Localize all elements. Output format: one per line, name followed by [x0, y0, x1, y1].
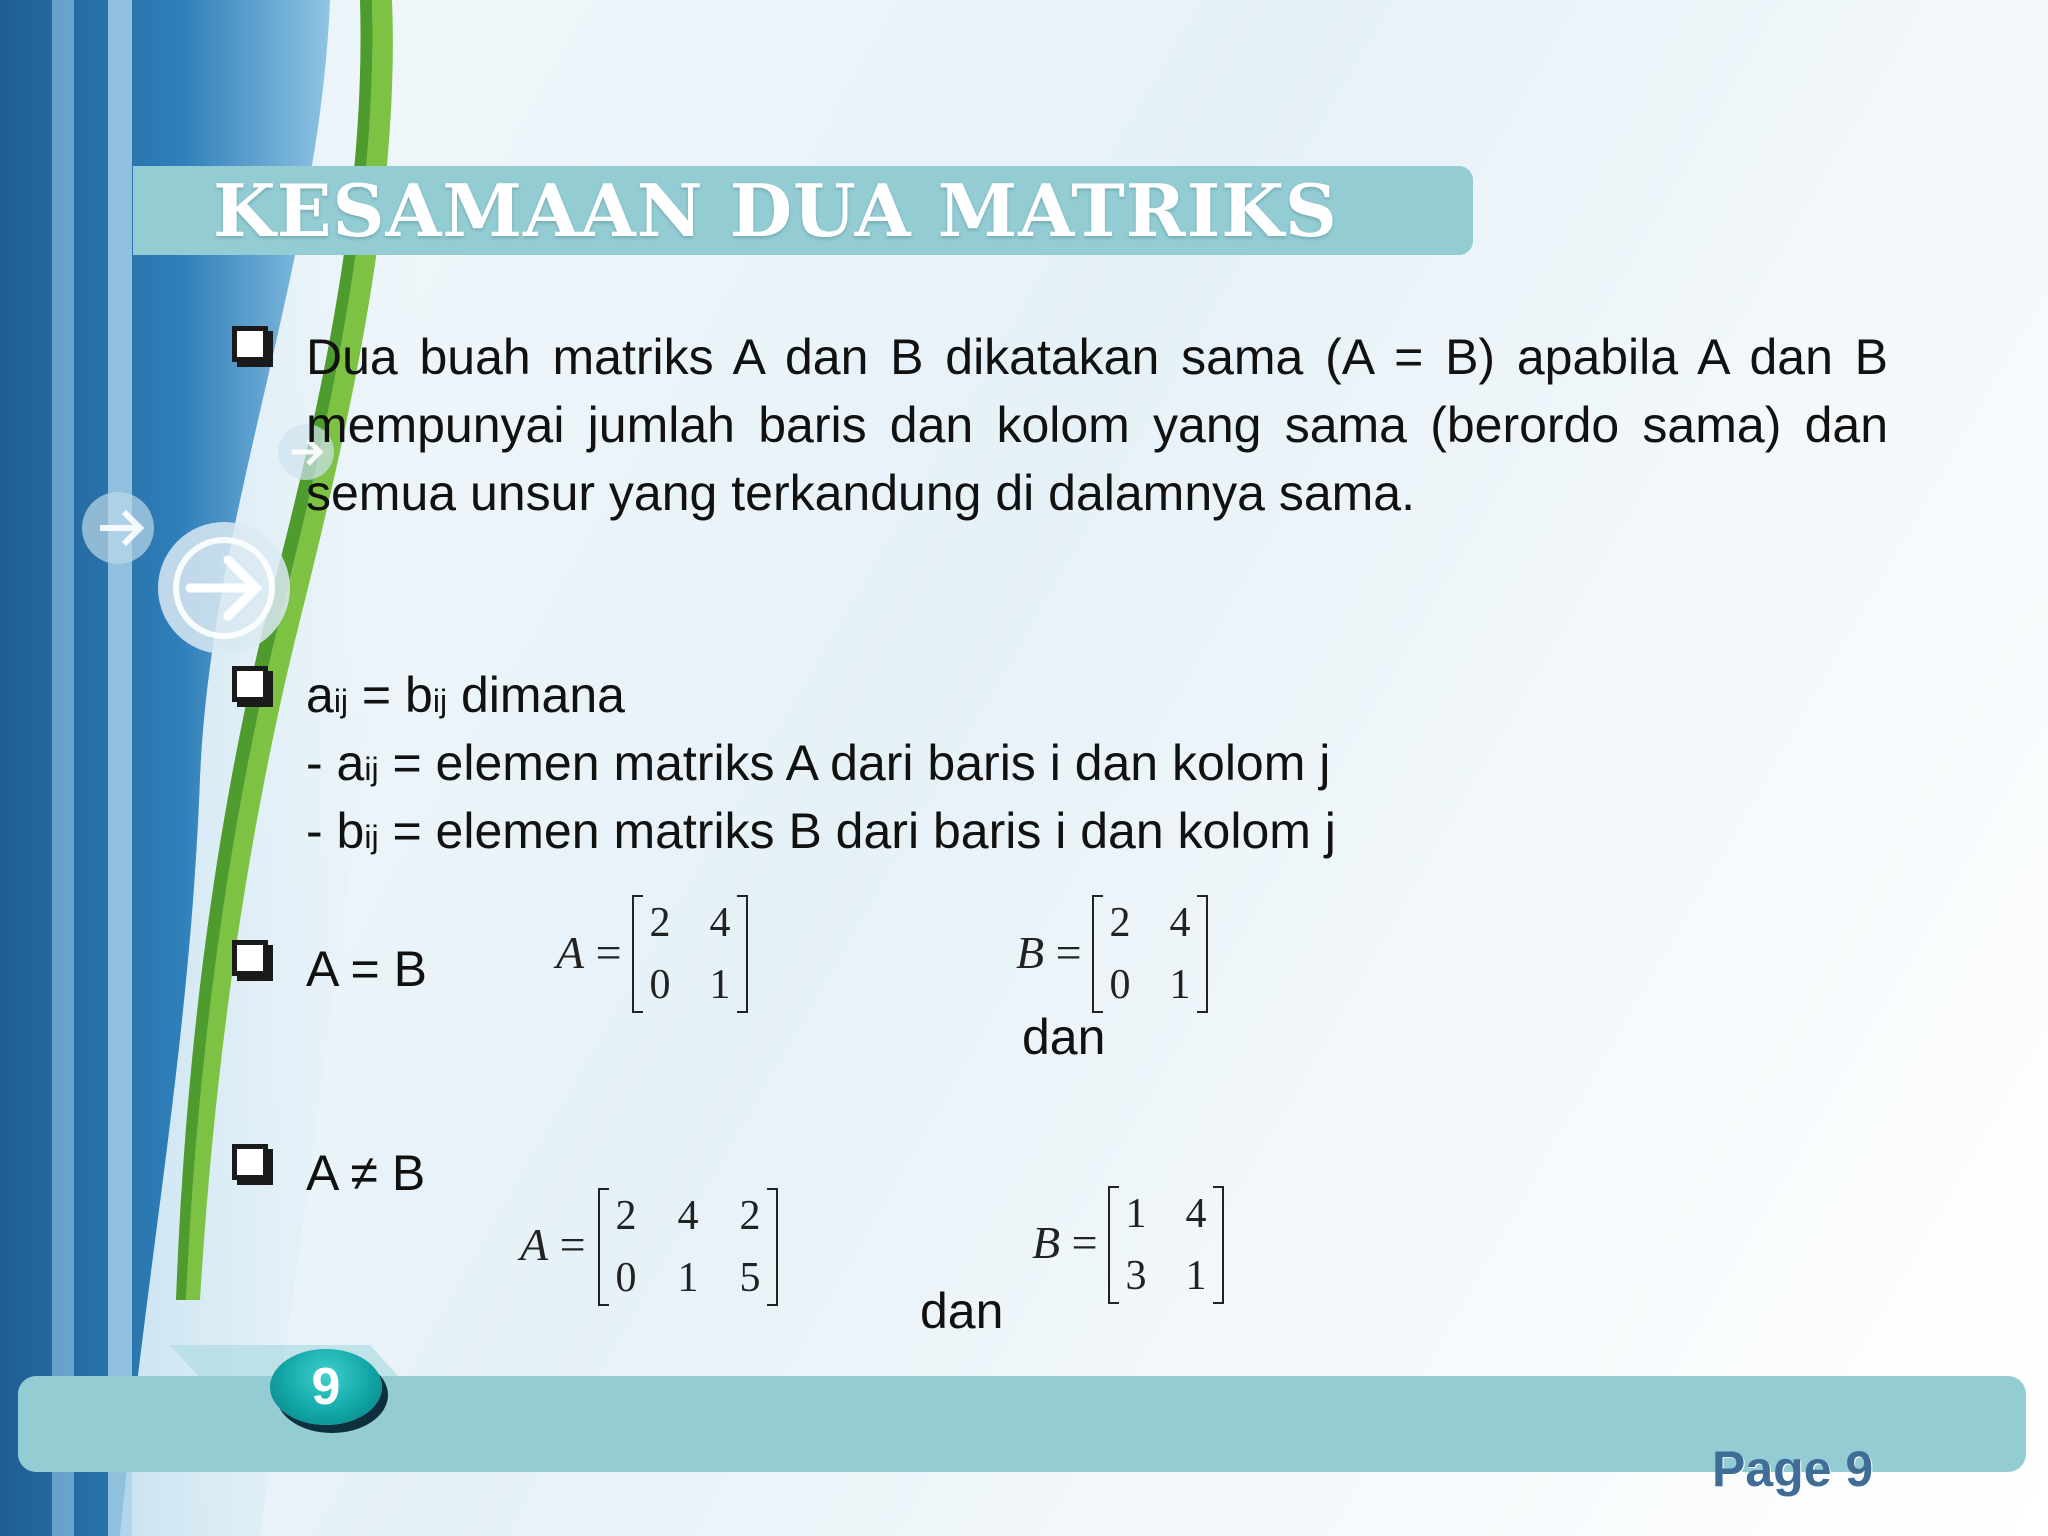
matrix-cell: 4 [1169, 900, 1191, 946]
element-rule-a-description: - aij = elemen matriks A dari baris i dan kolom j [306, 735, 1331, 791]
matrix-cell: 0 [615, 1255, 637, 1301]
element-rule-b-description: - bij = elemen matriks B dari baris i dan kolom j [306, 803, 1336, 859]
matrix-cell: 1 [1185, 1253, 1207, 1299]
connector-dan: dan [920, 1283, 1004, 1339]
matrix-a-equal-lhs: A = [556, 927, 622, 978]
matrix-cell: 1 [677, 1255, 699, 1301]
matrix-b-not-equal [1108, 1186, 1224, 1304]
page-number-badge: 9 [270, 1349, 382, 1425]
matrix-cell: 1 [1169, 962, 1191, 1008]
matrix-a-not-equal [598, 1188, 778, 1306]
definition-text: Dua buah matriks A dan B dikatakan sama (A = B) apabila A dan B mempunyai jumlah baris dan kolom yang sama (berordo sama) dan semua unsur yang terkandung di dalamnya sama. [306, 329, 1888, 521]
matrix-cell: 2 [649, 900, 671, 946]
matrix-cell: 1 [1125, 1191, 1147, 1237]
matrix-b-equal-lhs: B = [1016, 927, 1082, 978]
bullet-checkbox-icon [232, 666, 268, 702]
matrix-cell: 4 [1185, 1191, 1207, 1237]
example-equal-label: A = B [306, 941, 427, 997]
matrix-b-not-equal-lhs: B = [1032, 1217, 1098, 1268]
matrix-cell: 2 [739, 1193, 761, 1239]
matrix-cell: 3 [1125, 1253, 1147, 1299]
matrix-cell: 2 [615, 1193, 637, 1239]
matrix-a-equal [632, 895, 748, 1013]
matrix-cell: 4 [677, 1193, 699, 1239]
page-label: Page 9 [1712, 1441, 1874, 1497]
matrix-cell: 2 [1109, 900, 1131, 946]
bullet-checkbox-icon [232, 326, 268, 362]
matrix-cell: 4 [709, 900, 731, 946]
matrix-cell: 0 [649, 962, 671, 1008]
matrix-cell: 5 [739, 1255, 761, 1301]
bullet-checkbox-icon [232, 1144, 268, 1180]
example-not-equal-label: A ≠ B [306, 1145, 426, 1201]
slide-title: KESAMAAN DUA MATRIKS [213, 168, 1338, 253]
element-rule-line: aij = bij dimana [306, 667, 625, 723]
bullet-checkbox-icon [232, 940, 268, 976]
connector-dan: dan [1022, 1009, 1106, 1065]
matrix-cell: 0 [1109, 962, 1131, 1008]
matrix-b-equal [1092, 895, 1208, 1013]
matrix-a-not-equal-lhs: A = [520, 1219, 586, 1270]
matrix-cell: 1 [709, 962, 731, 1008]
